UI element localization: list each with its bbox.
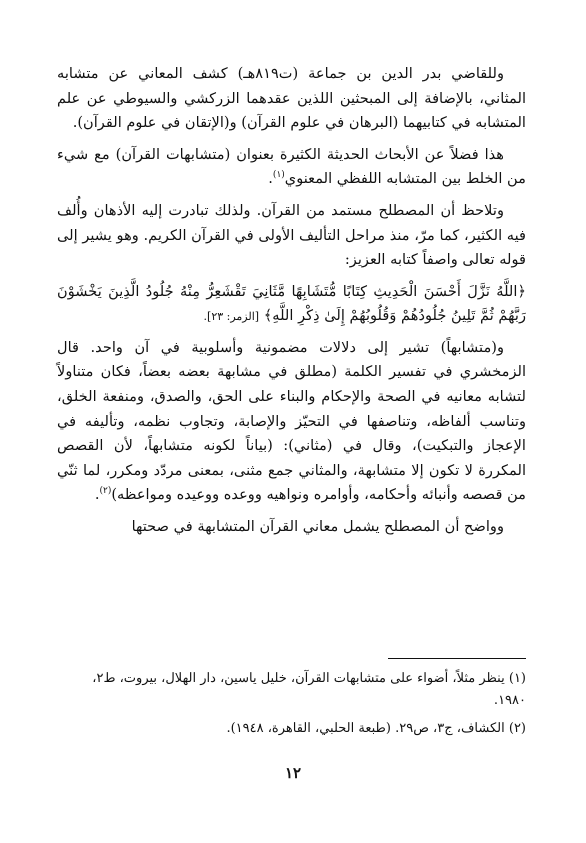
- paragraph-3: وتلاحظ أن المصطلح مستمد من القرآن. ولذلك تبادرت إليه الأذهان وأُلف فيه الكثير، كما مرّ، منذ مراحل التأليف الأولى في القرآن الكريم. وهو يشير إلى قوله تعالى واصفاً كتابه العزيز:: [57, 201, 526, 269]
- page-number: ١٢: [284, 764, 302, 782]
- paragraph-4: و(متشابهاً) تشير إلى دلالات مضمونية وأسلوبية في آن واحد. قال الزمخشري في تفسير الكلمة (مطلق في مشابهة بعضه بعضاً، فكان متناولاً لتشابه معانيه في الصحة والإحكام والبناء على الحق، والصدق، ومنفعة الخلق، وتناسب ألفاظه، وتناصفها في التحيّز والإصابة، وتجاوب نظمه، وتأليفه في الإعجاز والتبكيت)، وقال في (مثاني): (بياناً لكونه متشابهاً، لأن القصص المكررة لا تكون إلا متشابهة، والمثاني جمع مثنى، بمعنى مردّد ومكرر، لما ثنّي من قصصه وأنبائه وأحكامه، وأوامره ونواهيه ووعده ووعيده ومواعظه)$^{(٢)}$.: [57, 338, 526, 504]
- footnote-divider: [388, 658, 526, 659]
- paragraph-4-text: و(متشابهاً) تشير إلى دلالات مضمونية وأسلوبية في آن واحد. قال الزمخشري في تفسير الكلمة (مطلق في مشابهة بعضه بعضاً، فكان متناولاً لتشابه معانيه في الصحة والإحكام والبناء على الحق، والصدق، ومنفعة الخلق، وتناسب ألفاظه، وتناصفها في التحيّز والإصابة، وتجاوب نظمه، وتأليفه في الإعجاز والتبكيت)، وقال في (مثاني): (بياناً لكونه متشابهاً، لأن القصص المكررة لا تكون إلا متشابهة، والمثاني جمع مثنى، بمعنى مردّد ومكرر، لما ثنّي من قصصه وأنبائه وأحكامه، وأوامره ونواهيه ووعده ووعيده ومواعظه): [57, 338, 526, 504]
- footnote-ref-1[interactable]: (١): [272, 170, 285, 181]
- paragraph-2: هذا فضلاً عن الأبحاث الحديثة الكثيرة بعنوان (متشابهات القرآن) مع شيء من الخلط بين المتشابه اللفظي المعنوي$^{(١)}$.: [57, 145, 526, 188]
- paragraph-1: وللقاضي بدر الدين بن جماعة (ت٨١٩هـ) كشف المعاني عن متشابه المثاني، بالإضافة إلى المبحثين اللذين عقدهما الزركشي والسيوطي عن علم المتشابه في كتابيهما (البرهان في علوم القرآن) و(الإتقان في علوم القرآن).: [57, 65, 526, 132]
- paragraph-2-text: هذا فضلاً عن الأبحاث الحديثة الكثيرة بعنوان (متشابهات القرآن) مع شيء من الخلط بين المتشابه اللفظي المعنوي: [57, 145, 526, 188]
- paragraph-5: وواضح أن المصطلح يشمل معاني القرآن المتشابهة في صحتها: [131, 517, 504, 535]
- footnote-2: (٢) الكشاف، ج٣، ص٢٩. (طبعة الحلبي، القاهرة، ١٩٤٨).: [226, 721, 526, 736]
- footnote-ref-2[interactable]: (٢): [99, 486, 112, 497]
- footnotes: [57, 668, 526, 746]
- main-text: [57, 62, 526, 547]
- footnote-1: (١) ينظر مثلاً، أضواء على متشابهات القرآن، خليل ياسين، دار الهلال، بيروت، ط٢، ١٩٨٠.: [92, 671, 526, 708]
- verse-text: ﴿اللَّهُ نَزَّلَ أَحْسَنَ الْحَدِيثِ كِتَابًا مُّتَشَابِهًا مَّثَانِيَ تَقْشَعِرُّ مِنْهُ جُلُودُ الَّذِينَ يَخْشَوْنَ رَبَّهُمْ ثُمَّ تَلِينُ جُلُودُهُمْ وَقُلُوبُهُمْ إِلَىٰ ذِكْرِ اللَّهِ﴾: [57, 282, 526, 324]
- quran-verse: [57, 280, 526, 329]
- verse-reference: [الزمر: ٢٣].: [203, 309, 260, 323]
